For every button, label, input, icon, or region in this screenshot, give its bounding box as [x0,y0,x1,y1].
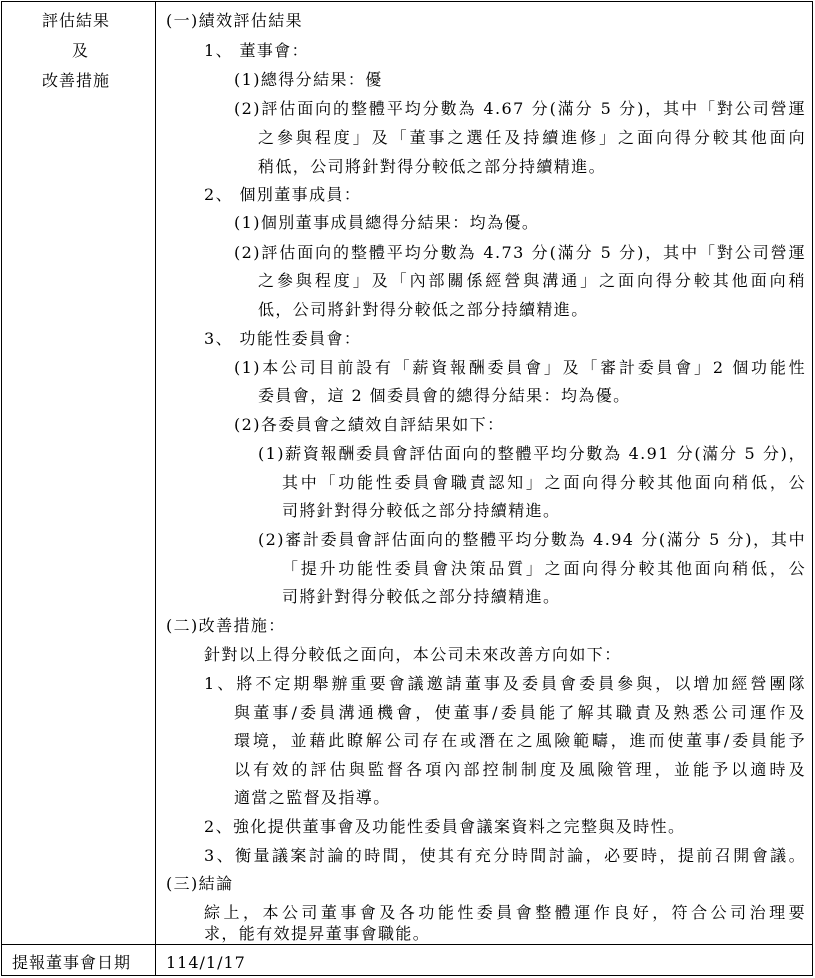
text-line: 之參與程度」及「董事之選任及持續進修」之面向得分較其他面向 [258,128,806,147]
text-line: 低，公司將針對得分較低之部分持續精進。 [258,300,589,319]
text-line: (2)評估面向的整體平均分數為 4.73 分(滿分 5 分)，其中「對公司營運 [234,243,806,262]
evaluation-table [1,1,813,976]
text-line: (1)薪資報酬委員會評估面向的整體平均分數為 4.91 分(滿分 5 分)， [258,444,806,463]
text-line: 環境，並藉此瞭解公司存在或潛在之風險範疇，進而使董事/委員能予 [234,731,806,750]
text-line: 以有效的評估與監督各項內部控制制度及風險管理，並能予以適時及 [234,760,806,779]
text-line: 司將針對得分較低之部分持續精進。 [282,501,561,520]
column-divider [155,2,156,975]
board-report-date-value: 114/1/17 [166,953,246,972]
text-line: 稍低，公司將針對得分較低之部分持續精進。 [258,157,607,176]
text-line: (2)評估面向的整體平均分數為 4.67 分(滿分 5 分)，其中「對公司營運 [234,99,806,118]
text-line: 其中「功能性委員會職責認知」之面向得分較其他面向稍低，公 [282,473,806,492]
text-line: (2)各委員會之績效自評結果如下： [234,415,505,434]
text-line: (1)總得分結果：優 [234,70,383,89]
text-line: 「提升功能性委員會決策品質」之面向得分較其他面向稍低，公 [282,559,806,578]
label-board-report-date: 提報董事會日期 [12,953,132,972]
text-line: (1)本公司目前設有「薪資報酬委員會」及「審計委員會」2 個功能性 [234,358,806,377]
text-line: 委員會，這 2 個委員會的總得分結果：均為優。 [258,386,631,405]
section-heading-conclusion: (三)結論 [166,874,234,893]
text-line: (1)個別董事成員總得分結果：均為優。 [234,213,540,232]
text-line: 2、強化提供董事會及功能性委員會議案資料之完整與及時性。 [204,817,686,836]
label-results-line2: 及 [72,41,90,60]
heading-board: 1、 董事會： [204,41,310,60]
heading-individual-directors: 2、 個別董事成員： [204,185,362,204]
text-line: (2)審計委員會評估面向的整體平均分數為 4.94 分(滿分 5 分)，其中 [258,530,806,549]
heading-functional-committees: 3、 功能性委員會： [204,329,362,348]
section-heading-results: (一)績效評估結果 [166,11,304,30]
text-line: 與董事/委員溝通機會，使董事/委員能了解其職責及熟悉公司運作及 [234,703,806,722]
text-line: 適當之監督及指導。 [234,788,391,807]
label-results-line1: 評估結果 [42,11,111,30]
text-line: 針對以上得分較低之面向，本公司未來改善方向如下： [204,645,622,664]
text-line: 3、衡量議案討論的時間，使其有充分時間討論，必要時，提前召開會議。 [204,846,806,865]
label-results-line3: 改善措施 [42,71,111,90]
text-line: 綜上，本公司董事會及各功能性委員會整體運作良好，符合公司治理要 [204,903,806,922]
text-line: 求，能有效提昇董事會職能。 [204,924,431,943]
text-line: 1、將不定期舉辦重要會議邀請董事及委員會委員參與，以增加經營團隊 [204,674,806,693]
section-heading-improvement: (二)改善措施： [166,616,286,635]
text-line: 之參與程度」及「內部關係經營與溝通」之面向得分較其他面向稍 [258,271,806,290]
text-line: 司將針對得分較低之部分持續精進。 [282,587,561,606]
